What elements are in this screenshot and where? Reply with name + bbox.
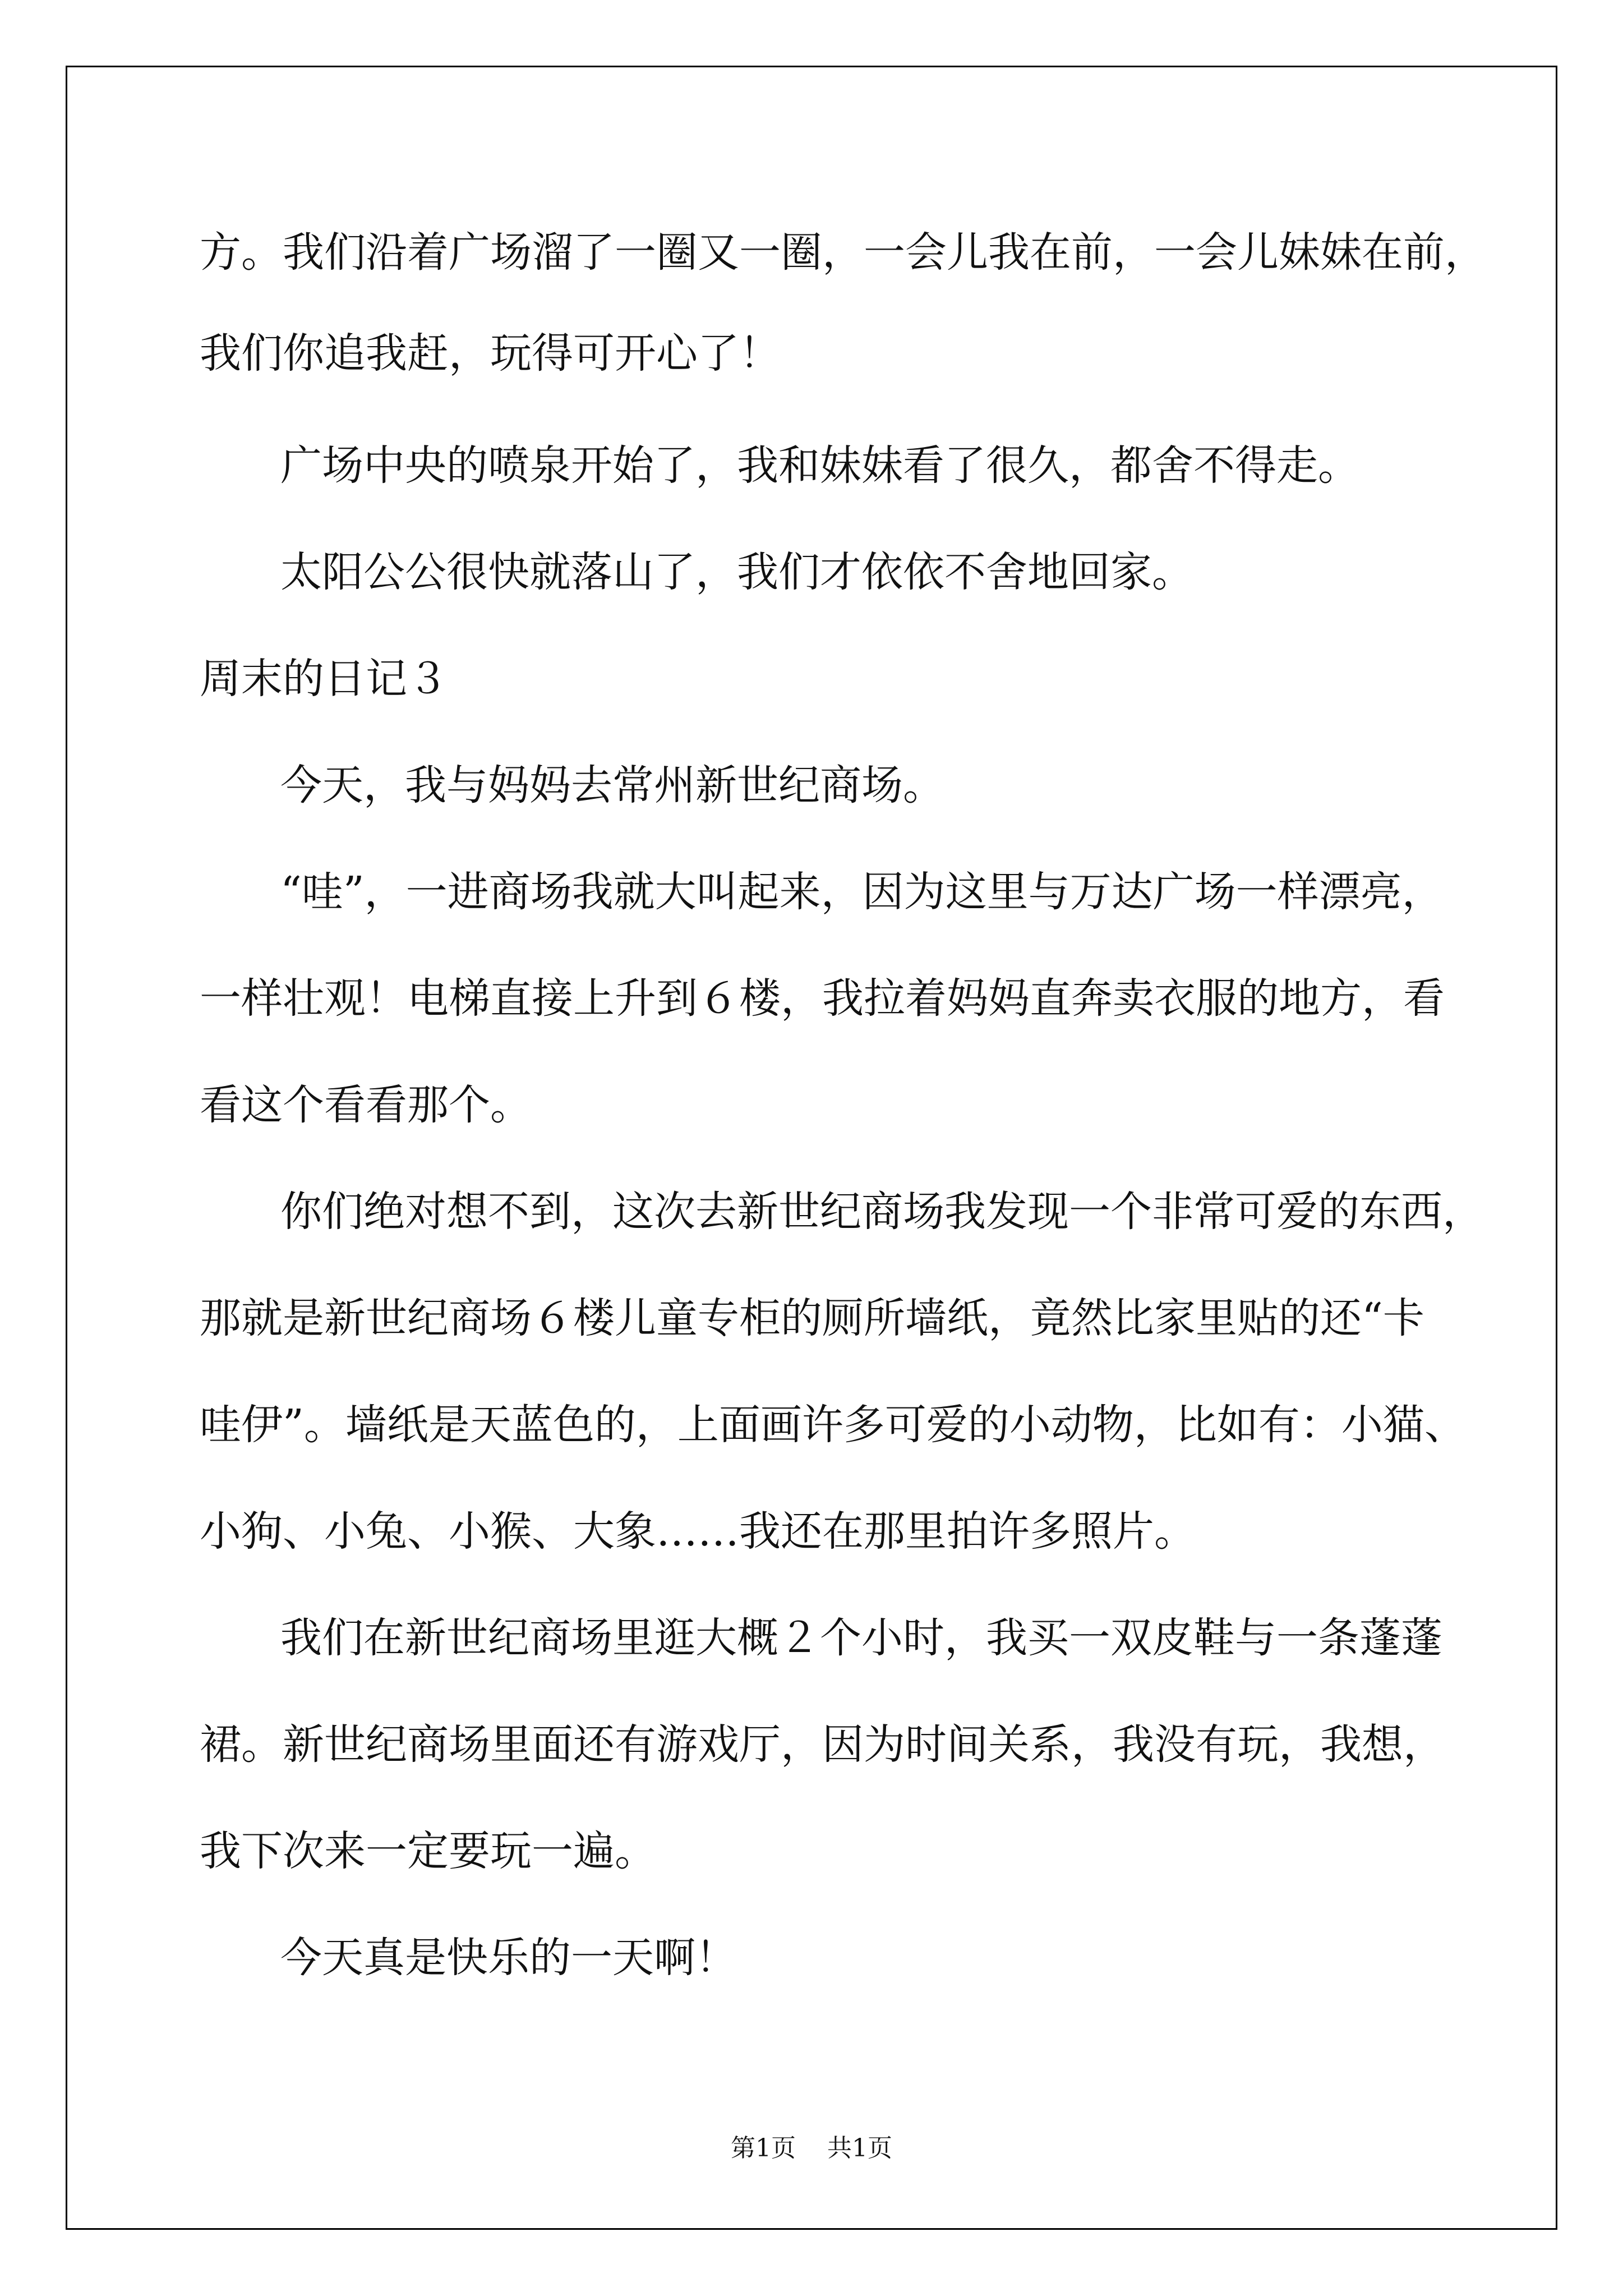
paragraph-line: 太阳公公很快就落山了，我们才依依不舍地回家。 bbox=[280, 548, 1193, 596]
paragraph-line: 看这个看看那个。 bbox=[200, 1081, 532, 1129]
paragraph-line: 我们你追我赶，玩得可开心了！ bbox=[200, 329, 781, 378]
paragraph-line: “哇”，一进商场我就大叫起来，因为这里与万达广场一样漂亮， bbox=[280, 868, 1444, 916]
page-number-footer: 第1页 共1页 bbox=[731, 2134, 892, 2162]
paragraph-line: 我下次来一定要玩一遍。 bbox=[200, 1827, 656, 1875]
paragraph-line: 广场中央的喷泉开始了，我和妹妹看了很久，都舍不得走。 bbox=[280, 441, 1359, 490]
paragraph-line: 一样壮观！电梯直接上升到６楼，我拉着妈妈直奔卖衣服的地方，看 bbox=[200, 974, 1445, 1023]
paragraph-line: 我们在新世纪商场里逛大概２个小时，我买一双皮鞋与一条蓬蓬 bbox=[280, 1614, 1442, 1662]
paragraph-line: 方。我们沿着广场溜了一圈又一圈，一会儿我在前，一会儿妹妹在前， bbox=[200, 228, 1486, 277]
section-heading: 周末的日记３ bbox=[200, 655, 449, 703]
paragraph-line: 那就是新世纪商场６楼儿童专柜的厕所墙纸，竟然比家里贴的还“卡 bbox=[200, 1294, 1424, 1342]
paragraph-line: 你们绝对想不到，这次去新世纪商场我发现一个非常可爱的东西， bbox=[280, 1188, 1484, 1236]
paragraph-line: 小狗、小兔、小猴、大象……我还在那里拍许多照片。 bbox=[200, 1507, 1196, 1556]
paragraph-line: 裙。新世纪商场里面还有游戏厅，因为时间关系，我没有玩，我想， bbox=[200, 1720, 1445, 1769]
paragraph-line: 今天真是快乐的一天啊！ bbox=[280, 1934, 737, 1982]
paragraph-line: 哇伊”。墙纸是天蓝色的，上面画许多可爱的小动物，比如有：小猫、 bbox=[200, 1401, 1466, 1449]
paragraph-line: 今天，我与妈妈去常州新世纪商场。 bbox=[280, 761, 944, 809]
page-border bbox=[66, 66, 1557, 2230]
